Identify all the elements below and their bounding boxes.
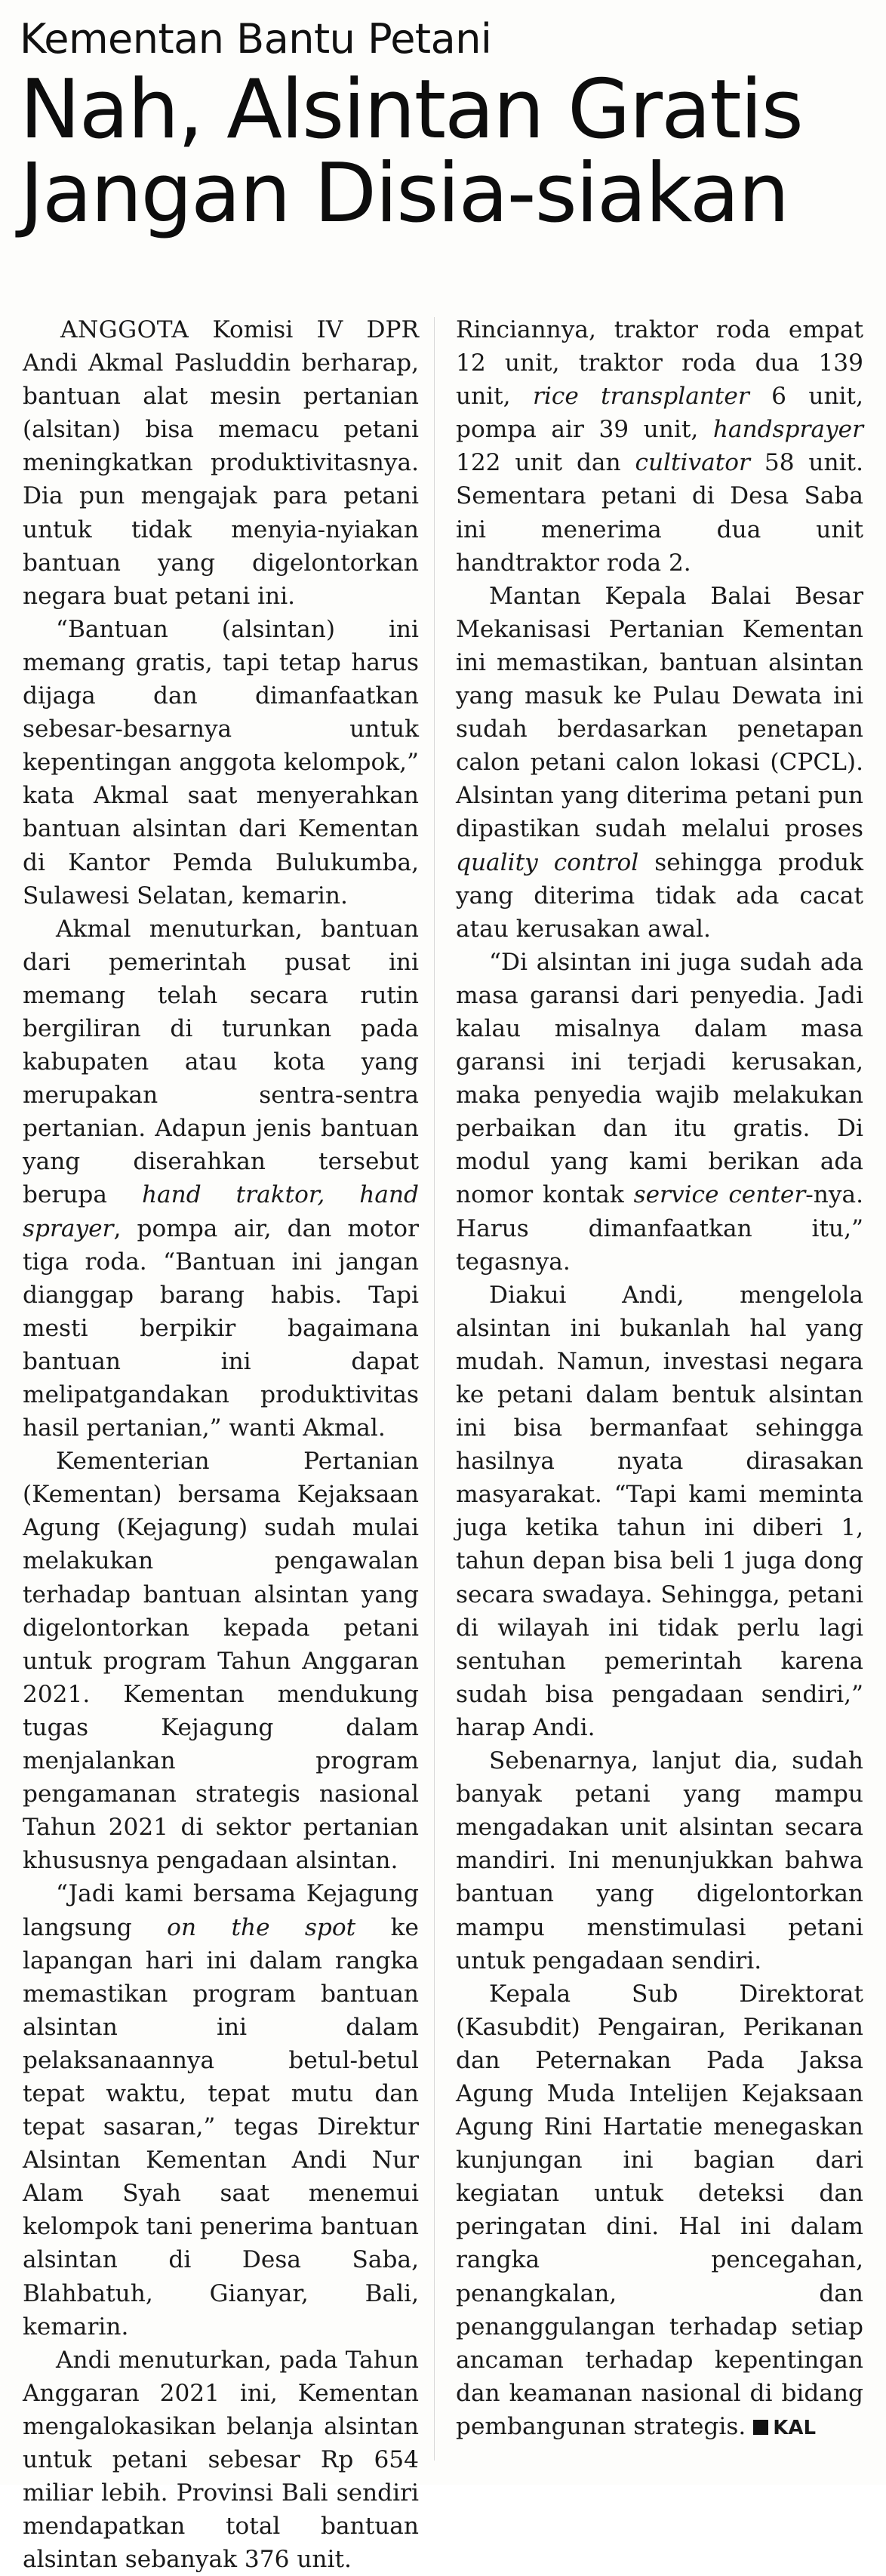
paragraph-text: ke lapangan hari ini dalam rangka memastikan program bantuan alsintan ini dalam pelaksanaannya betul-betul tepat waktu, tepat mutu dan tepat sasaran,” tegas Direktur Alsintan Kementan Andi Nur Alam Syah saat menemui kelompok tani penerima bantuan alsintan di Desa Saba, Blahbatuh, Gianyar, Bali, kemarin. [23,1913,419,2341]
kicker-headline: Kementan Bantu Petani [20,15,492,63]
italic-term: on the spot [167,1913,356,1941]
paragraph-text: , pompa air, dan motor tiga roda. “Bantuan ini jangan dianggap barang habis. Tapi mesti berpikir bagaimana bantuan ini dapat melipatgandakan produktivitas hasil pertanian,” wanti Akmal. [23,1214,419,1442]
paragraph-text: 122 unit dan [456,449,635,477]
paragraph [23,313,419,613]
italic-term: service center [633,1181,806,1209]
italic-term: quality control [456,848,639,876]
paragraph-text: Rinciannya, traktor roda empat 12 unit, traktor roda dua 139 unit, [456,316,863,411]
paragraph [456,313,863,580]
paragraph-text: sehingga produk yang diterima tidak ada cacat atau kerusakan awal. [456,848,863,943]
paragraph-text: Mantan Kepala Balai Besar Mekanisasi Pertanian Kementan ini memastikan, bantuan alsintan yang masuk ke Pulau Dewata ini sudah berdasarkan penetapan calon petani calon lokasi (CPCL). Alsintan yang diterima petani pun dipastikan sudah melalui proses [456,582,863,843]
column-divider [434,317,435,2461]
paragraph [23,913,419,1445]
paragraph: Andi menuturkan, pada Tahun Anggaran 2021 ini, Kementan mengalokasikan belanja alsintan untuk petani sebesar Rp 654 miliar lebih. Provinsi Bali sendiri mendapatkan total bantuan alsintan sebanyak 376 unit. [23,2346,419,2574]
paragraph-text: Kepala Sub Direktorat (Kasubdit) Pengairan, Perikanan dan Peternakan Pada Jaksa Agung Muda Intelijen Kejaksaan Agung Rini Hartatie menegaskan kunjungan ini bagian dari kegiatan untuk deteksi dan peringatan dini. Hal ini dalam rangka pencegahan, penangkalan, dan penanggulangan terhadap setiap ancaman terhadap kepentingan dan keamanan nasional di bidang pembangunan strategis. [456,1980,863,2440]
main-headline [20,62,865,241]
italic-term: rice transplanter [532,383,749,411]
lead-word: ANGGOTA [60,316,189,343]
article-column-left [23,313,419,2576]
paragraph: Kementerian Pertanian (Kementan) bersama Kejaksaan Agung (Kejagung) sudah mulai melakukan pengawalan terhadap bantuan alsintan yang digelontorkan kepada petani untuk program Tahun Anggaran 2021. Kementan mendukung tugas Kejagung dalam menjalankan program pengamanan strategis nasional Tahun 2021 di sektor pertanian khususnya pengadaan alsintan. [23,1448,419,1875]
paragraph-text: 6 unit, pompa air 39 unit, [456,383,863,444]
paragraph-text: 58 unit. Sementara petani di Desa Saba ini menerima dua unit handtraktor roda 2. [456,449,864,577]
author-signoff [753,2417,816,2439]
headline-line-2: Jangan Disia-siakan [20,146,789,241]
italic-term: handsprayer [712,416,863,444]
paragraph [456,580,863,946]
italic-term: cultivator [635,449,750,477]
article-header [20,14,865,241]
paragraph: “Bantuan (alsintan) ini memang gratis, tapi tetap harus dijaga dan dimanfaatkan sebesar-besarnya untuk kepentingan anggota kelompok,” kata Akmal saat menyerahkan bantuan alsintan dari Kementan di Kantor Pemda Bulukumba, Sulawesi Selatan, kemarin. [23,615,419,909]
paragraph-text: Akmal menuturkan, bantuan dari pemerintah pusat ini memang telah secara rutin bergiliran di turunkan pada kabupaten atau kota yang merupakan sentra-sentra pertanian. Adapun jenis bantuan yang diserahkan tersebut berupa [23,915,419,1209]
italic-term: hand traktor, hand sprayer [23,1181,419,1242]
paragraph-text: Komisi IV DPR Andi Akmal Pasluddin berharap, bantuan alat mesin pertanian (alsitan) bisa memacu petani meningkatkan produktivitasnya. Dia pun mengajak para petani untuk tidak menyia-nyiakan bantuan yang digelontorkan negara buat petani ini. [23,316,419,610]
paragraph-text: “Jadi kami bersama Kejagung langsung [23,1880,419,1941]
paragraph-text: “Di alsintan ini juga sudah ada masa garansi dari penyedia. Jadi kalau misalnya dalam masa garansi ini terjadi kerusakan, maka penyedia wajib melakukan perbaikan dan itu gratis. Di modul yang kami berikan ada nomor kontak [456,948,863,1209]
paragraph [23,1877,419,2343]
paragraph: Sebenarnya, lanjut dia, sudah banyak petani yang mampu mengadakan unit alsintan secara mandiri. Ini menunjukkan bahwa bantuan yang digelontorkan mampu menstimulasi petani untuk pengadaan sendiri. [456,1747,863,1974]
paragraph-text: -nya. Harus dimanfaatkan itu,” tegasnya. [456,1181,863,1276]
paragraph: Diakui Andi, mengelola alsintan ini bukanlah hal yang mudah. Namun, investasi negara ke petani dalam bentuk alsintan ini bisa bermanfaat sehingga hasilnya nyata dirasakan masyarakat. “Tapi kami meminta juga ketika tahun ini diberi 1, tahun depan bisa beli 1 juga dong secara swadaya. Sehingga, petani di wilayah ini tidak perlu lagi sentuhan pemerintah karena sudah bisa pengadaan sendiri,” harap Andi. [456,1281,863,1741]
paragraph [456,1977,863,2445]
headline-line-1: Nah, Alsintan Gratis [20,62,802,157]
end-square-icon [753,2420,768,2435]
author-initials: KAL [773,2416,817,2439]
article-column-right [456,313,863,2445]
paragraph [456,946,863,1279]
